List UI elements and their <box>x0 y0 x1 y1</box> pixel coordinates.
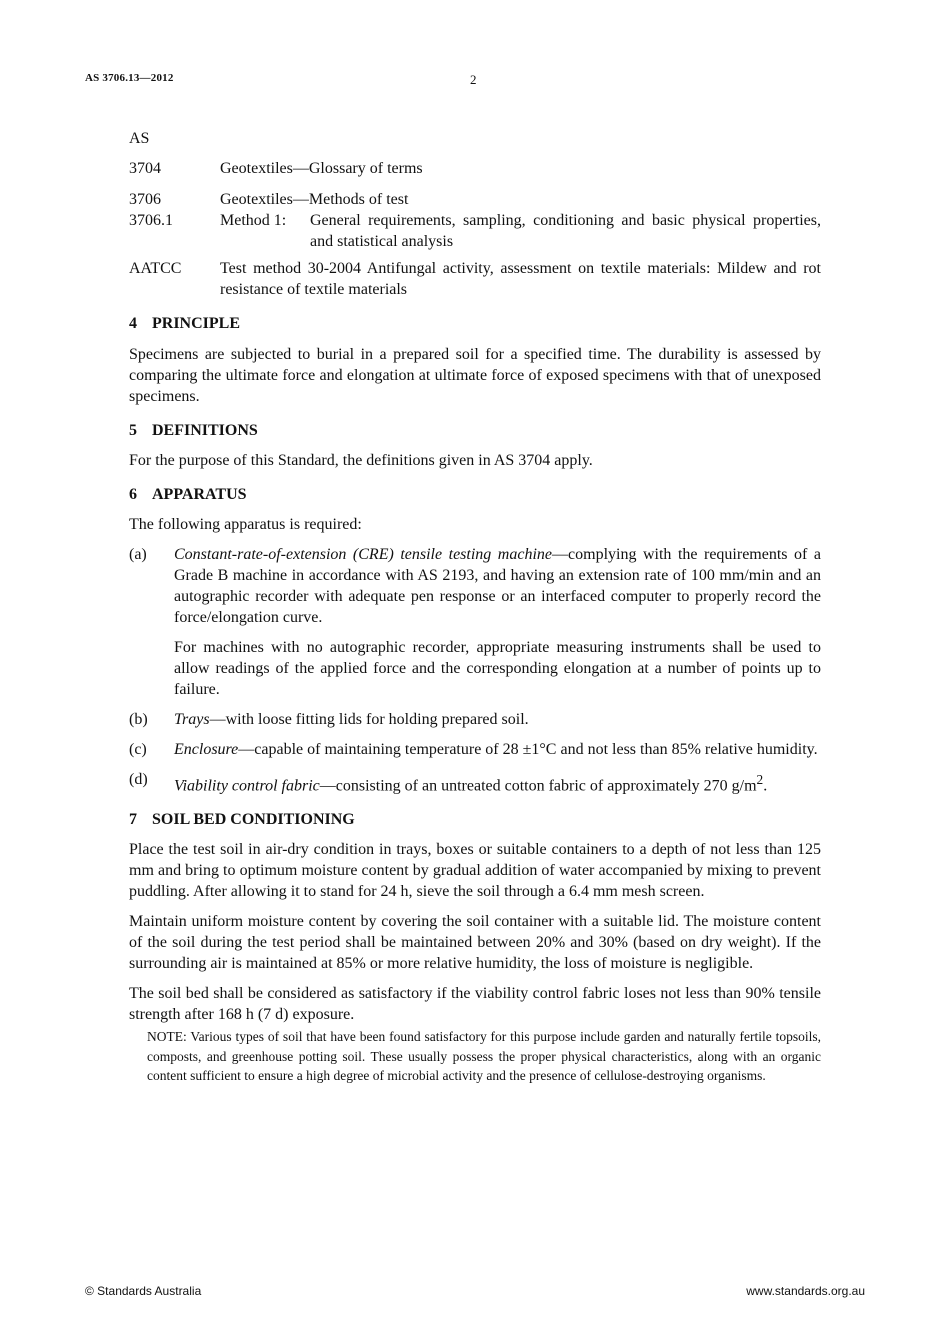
apparatus-intro: The following apparatus is required: <box>129 516 362 533</box>
soil-bed-paragraph-3: The soil bed shall be considered as satisfactory if the viability control fabric loses not less than 90% tensile strength after 168 h (7 d) exposure. <box>129 985 821 1024</box>
item-label: (d) <box>129 771 148 788</box>
item-term: Viability control fabric <box>174 777 320 795</box>
apparatus-item-a <box>129 544 821 700</box>
section-heading-definitions: 5 DEFINITIONS <box>129 422 258 439</box>
ref-group-label: AS <box>129 130 150 147</box>
section-heading-soil-bed: 7 SOIL BED CONDITIONING <box>129 811 355 829</box>
soil-bed-paragraph-1: Place the test soil in air-dry condition in trays, boxes or suitable containers to a depth of not less than 125 mm and bring to optimum moisture content by gradual addition of water accompanied by mixing to prevent puddling. After allowing it to stand for 24 h, sieve the soil through a 6.4 mm mesh screen. <box>129 841 821 901</box>
item-label: (a) <box>129 546 147 563</box>
website-link[interactable]: www.standards.org.au <box>746 1284 865 1298</box>
standard-designation: AS 3706.13—2012 <box>85 72 174 84</box>
reference-as-3706-1 <box>129 210 821 252</box>
ref-code: 3706.1 <box>129 212 173 229</box>
ref-code: 3706 <box>129 191 161 208</box>
page-header <box>85 72 865 90</box>
copyright-notice: © Standards Australia <box>85 1284 202 1298</box>
item-label: (c) <box>129 741 147 758</box>
page-number: 2 <box>470 72 477 87</box>
item-term: Constant-rate-of-extension (CRE) tensile testing machine <box>174 546 553 563</box>
apparatus-item-d: (d) Viability control fabric—consisting of an untreated cotton fabric of approximately 270 $g/m^2$. <box>129 771 768 795</box>
superscript: 2 <box>756 772 764 787</box>
item-term: Trays <box>174 711 210 728</box>
ref-title: Geotextiles—Glossary of terms <box>220 160 423 177</box>
ref-code: AATCC <box>129 260 182 277</box>
item-term: Enclosure <box>174 741 239 758</box>
section-heading-apparatus: 6 APPARATUS <box>129 486 247 503</box>
apparatus-item-c <box>129 739 821 760</box>
section-heading-principle: 4 PRINCIPLE <box>129 315 241 332</box>
soil-bed-paragraph-2: Maintain uniform moisture content by covering the soil container with a suitable lid. The moisture content of the soil during the test period shall be maintained between 20% and 30% (based on dry weight). If the surrounding air is maintained at 85% or more relative humidity, the loss of moisture is negligible. <box>129 913 821 973</box>
ref-title: General requirements, sampling, conditioning and basic physical properties, and statistical analysis <box>310 212 821 250</box>
reference-as-3706 <box>129 189 821 210</box>
apparatus-item-b <box>129 709 821 730</box>
definitions-text: For the purpose of this Standard, the definitions given in AS 3704 apply. <box>129 452 593 469</box>
item-note: For machines with no autographic recorder, appropriate measuring instruments shall be used to allow readings of the applied force and the corresponding elongation at a number of points up to failure. <box>174 639 821 698</box>
ref-code: 3704 <box>129 160 161 177</box>
ref-title: Geotextiles—Methods of test <box>220 191 409 208</box>
references-list <box>129 128 821 300</box>
item-text: —consisting of an untreated cotton fabric of approximately 270 g/m <box>319 777 757 795</box>
method-label: Method 1: <box>220 212 287 229</box>
ref-title: Test method 30-2004 Antifungal activity, assessment on textile materials: Mildew and rot resistance of textile materials <box>220 260 821 298</box>
reference-aatcc <box>129 258 821 300</box>
soil-bed-note: NOTE: Various types of soil that have been found satisfactory for this purpose include garden and naturally fertile topsoils, composts, and greenhouse potting soil. These usually possess the proper physical characteristics, along with an organic content sufficient to ensure a high degree of microbial activity and the presence of cellulose-destroying organisms. <box>147 1029 821 1084</box>
item-text: —complying with the requirements of a Grade B machine in accordance with AS 2193, and having an extension rate of 100 mm/min and an autographic recorder with adequate pen response or an interfaced computer to properly record the force/elongation curve. <box>174 546 822 626</box>
item-label: (b) <box>129 711 148 728</box>
item-text: —capable of maintaining temperature of 28 ±1°C and not less than 85% relative humidity. <box>238 741 818 758</box>
page-footer <box>85 1284 865 1300</box>
item-text: —with loose fitting lids for holding prepared soil. <box>209 711 529 728</box>
principle-text: Specimens are subjected to burial in a prepared soil for a specified time. The durability is assessed by comparing the ultimate force and elongation at ultimate force of exposed specimens with that of unexposed specimens. <box>129 346 821 405</box>
document-body <box>129 128 821 1086</box>
reference-as-3704 <box>129 158 821 179</box>
